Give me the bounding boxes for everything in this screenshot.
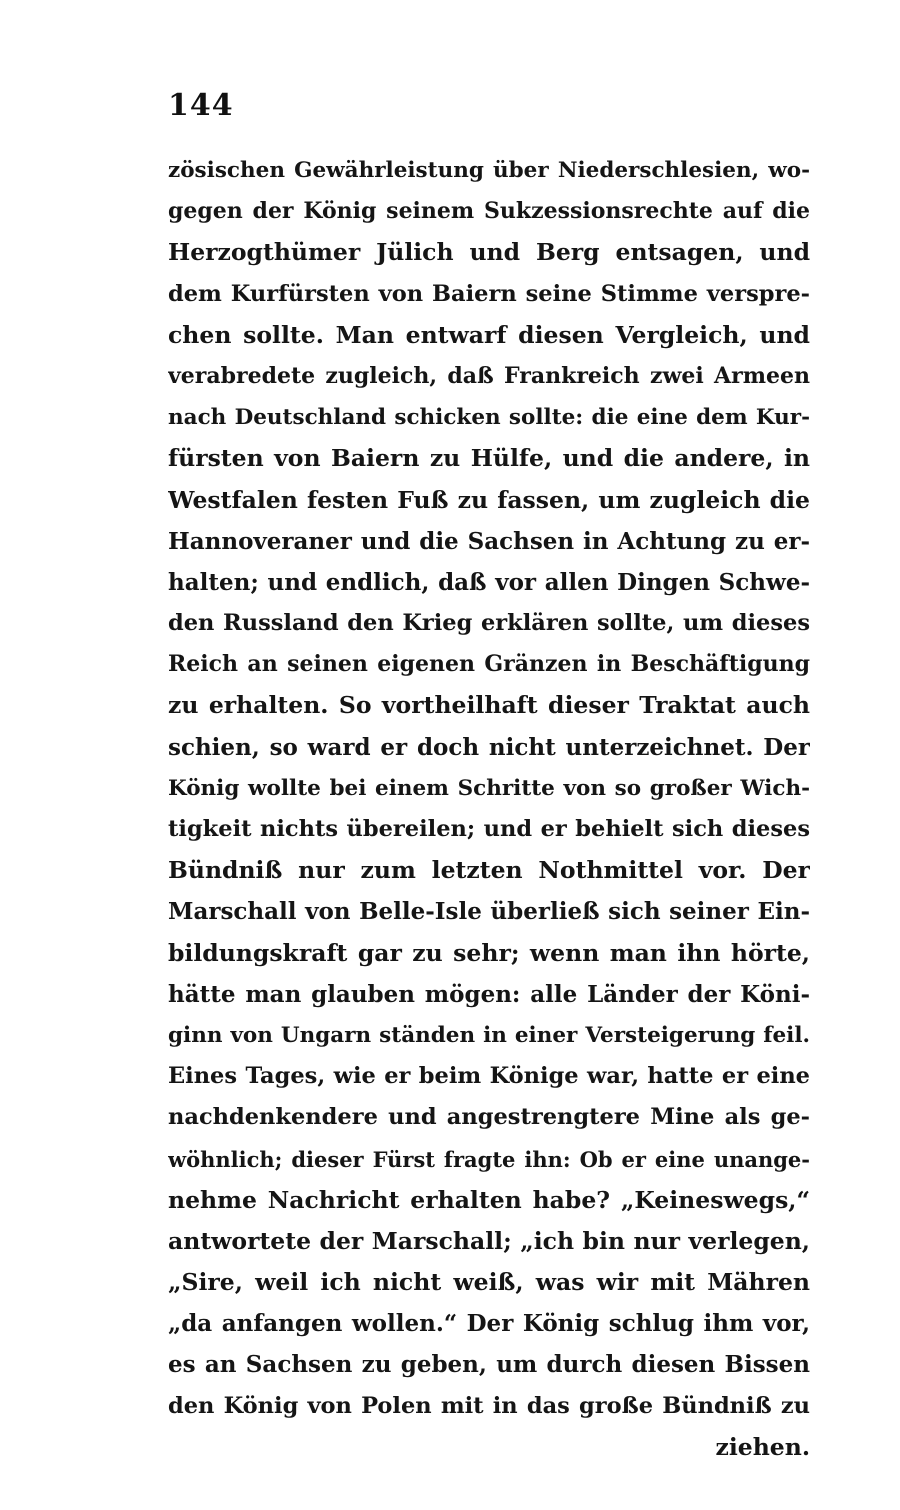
text-line: verabredete zugleich, daß Frankreich zwei Armeen bbox=[168, 362, 810, 389]
text-line: schien, so ward er doch nicht unterzeichnet. Der bbox=[168, 733, 810, 761]
text-line-catchword: ziehen. bbox=[715, 1432, 810, 1461]
text-line: „Sire, weil ich nicht weiß, was wir mit Mähren bbox=[168, 1268, 810, 1297]
text-line: gegen der König seinem Sukzessionsrechte auf die bbox=[168, 198, 810, 225]
text-line: ginn von Ungarn ständen in einer Versteigerung feil. bbox=[168, 1022, 810, 1048]
text-line: chen sollte. Man entwarf diesen Vergleich, und bbox=[168, 320, 810, 349]
text-line: König wollte bei einem Schritte von so großer Wich- bbox=[168, 775, 810, 801]
text-line: Marschall von Belle-Isle überließ sich seiner Ein- bbox=[168, 898, 810, 926]
text-line: fürsten von Baiern zu Hülfe, und die andere, in bbox=[168, 444, 810, 473]
text-line: antwortete der Marschall; „ich bin nur verlegen, bbox=[168, 1226, 810, 1255]
text-line: es an Sachsen zu geben, um durch diesen Bissen bbox=[168, 1351, 810, 1379]
text-line: dem Kurfürsten von Baiern seine Stimme verspre- bbox=[168, 280, 810, 307]
text-line: hätte man glauben mögen: alle Länder der Köni- bbox=[168, 980, 810, 1008]
text-line: Westfalen festen Fuß zu fassen, um zugleich die bbox=[168, 485, 810, 514]
page-number: 144 bbox=[168, 88, 234, 123]
text-line: nach Deutschland schicken sollte: die eine dem Kur- bbox=[168, 405, 810, 431]
text-line: bildungskraft gar zu sehr; wenn man ihn hörte, bbox=[168, 938, 810, 967]
text-line: nachdenkendere und angestrengtere Mine als ge- bbox=[168, 1104, 810, 1131]
text-line: „da anfangen wollen.“ Der König schlug ihm vor, bbox=[168, 1310, 810, 1338]
text-line: Herzogthümer Jülich und Berg entsagen, und bbox=[168, 238, 810, 267]
text-line: Eines Tages, wie er beim Könige war, hatte er eine bbox=[168, 1063, 810, 1090]
text-line: Bündniß nur zum letzten Nothmittel vor. Der bbox=[168, 856, 810, 885]
text-line: nehme Nachricht erhalten habe? „Keineswegs,“ bbox=[168, 1185, 810, 1214]
text-line: Hannoveraner und die Sachsen in Achtung zu er- bbox=[168, 527, 810, 555]
text-line: zu erhalten. So vortheilhaft dieser Traktat auch bbox=[168, 691, 810, 720]
text-line: wöhnlich; dieser Fürst fragte ihn: Ob er eine unange- bbox=[168, 1146, 810, 1172]
text-line: Reich an seinen eigenen Gränzen in Beschäftigung bbox=[168, 651, 810, 678]
body-text bbox=[168, 150, 810, 1468]
text-line: halten; und endlich, daß vor allen Dingen Schwe- bbox=[168, 568, 810, 596]
text-line: den Russland den Krieg erklären sollte, um dieses bbox=[168, 610, 810, 637]
text-line: tigkeit nichts übereilen; und er behielt sich dieses bbox=[168, 816, 810, 842]
text-line: den König von Polen mit in das große Bündniß zu bbox=[168, 1392, 810, 1419]
text-line: zösischen Gewährleistung über Niederschlesien, wo- bbox=[168, 158, 810, 183]
